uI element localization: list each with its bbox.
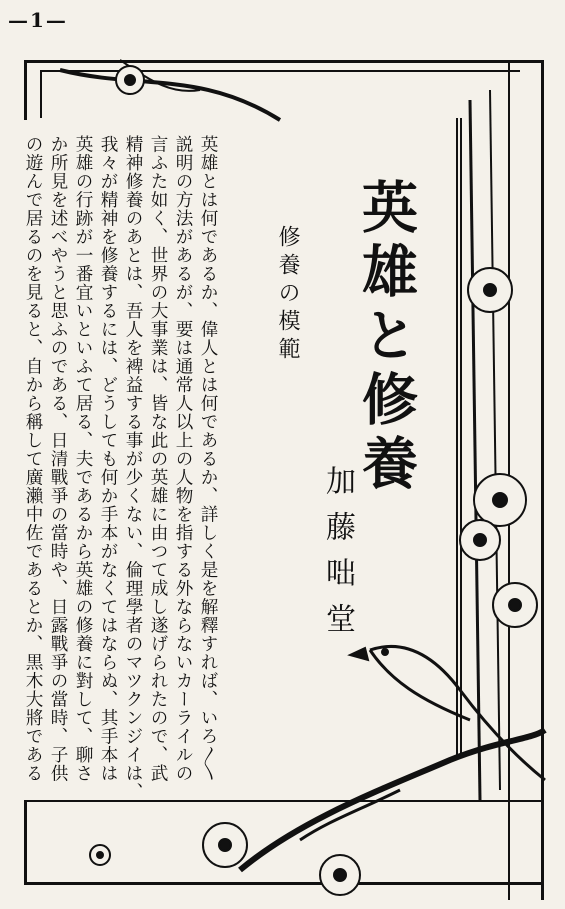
body-line: 説明の方法があるが、要は通常人以上の人物を指する外ならないカーライルの [173,135,193,783]
body-line: 我々が精神を修養するには、どうしても何か手本がなくてはならぬ、其手本は [98,135,118,783]
body-line: 精神修養のあとは、吾人を裨益する事が少くない、倫理學者のマツクンジイは、 [123,135,143,801]
article-title: 英雄と修養 [353,178,419,498]
article-author: 加藤咄堂 [320,465,355,649]
body-line: 言ふた如く、世界の大事業は、皆な此の英雄に由つて成し遂げられたので、武 [148,135,168,783]
article-body [20,135,220,801]
body-line: 英雄の行跡が一番宜いといふて居る、夫であるから英雄の修養に對して、聊さ [73,135,93,783]
body-line: の遊んで居るのを見ると、自から稱して廣瀨中佐であるとか、黒木大將である [23,135,43,783]
page-number: — 1 — [8,8,68,32]
body-line: 英雄とは何であるか、偉人とは何であるか、詳しく是を解釋すれば、いろ〳〵 [198,135,218,782]
body-line: か所見を述べやうと思ふのである、日清戰爭の當時や、日露戰爭の當時、子供 [48,135,68,783]
section-heading: 修養の模範 [275,225,300,365]
